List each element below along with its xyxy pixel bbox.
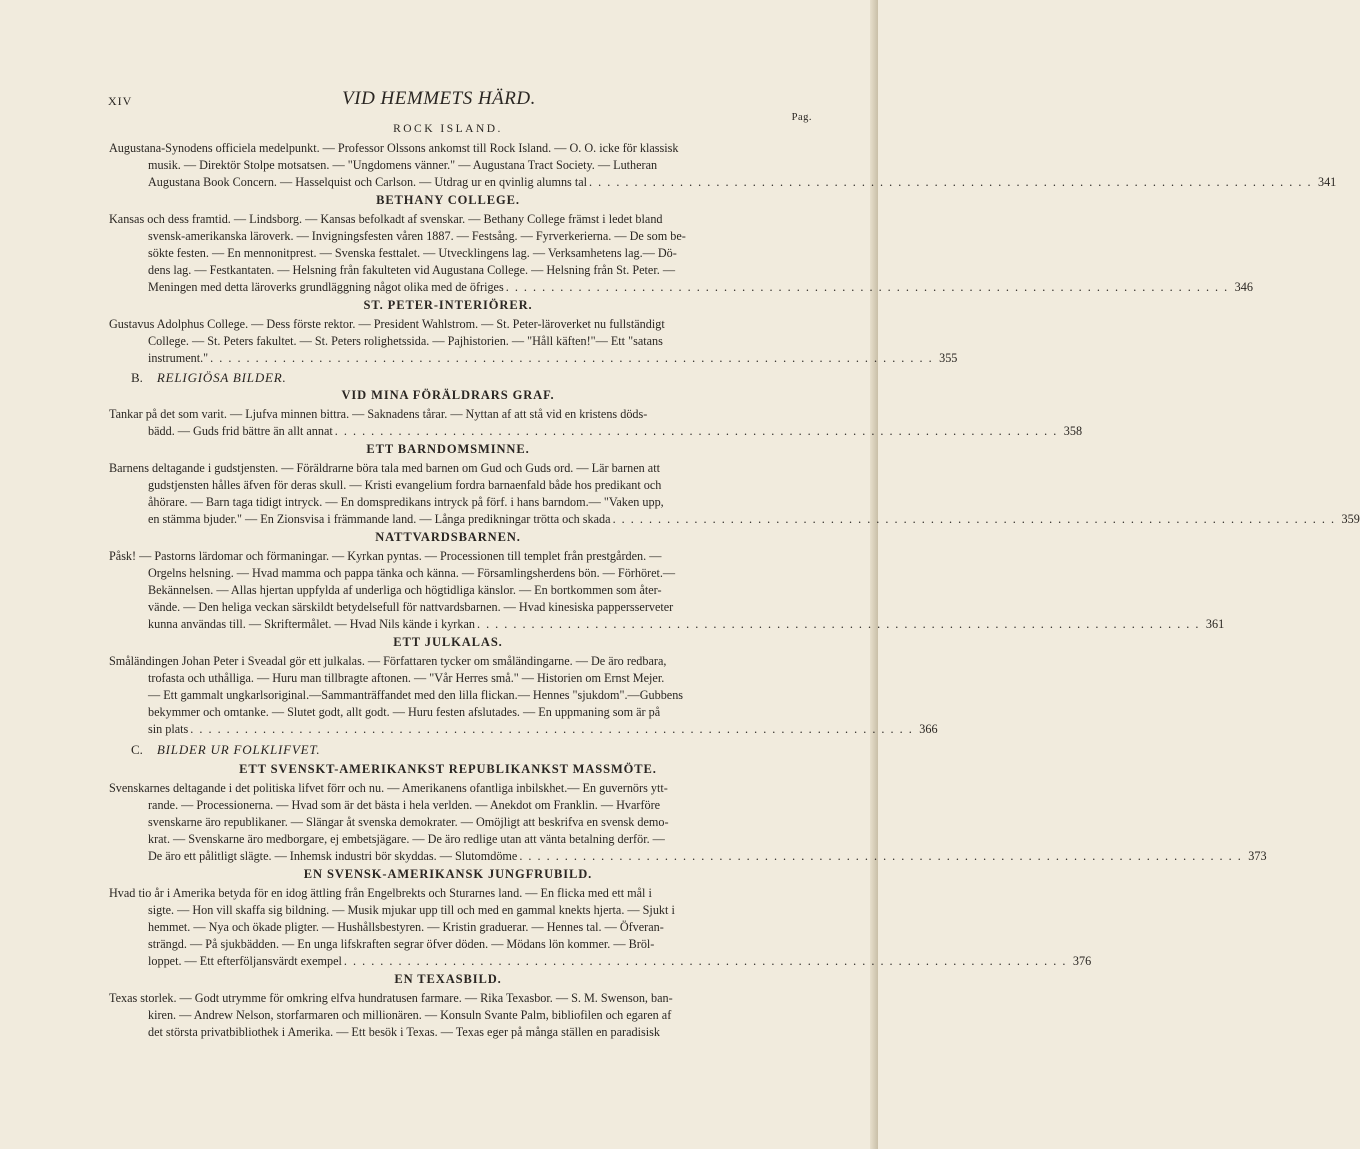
entry-line: Bekännelsen. — Allas hjertan uppfylda af underliga och högtidliga känslor. — En bortkommen som åter- [148,583,662,597]
entry-line: Kansas och dess framtid. — Lindsborg. — Kansas befolkadt af svenskar. — Bethany College främst i ledet bland [109,212,663,226]
entry-line: vände. — Den heliga veckan särskildt betydelsefull för nattvardsbarnen. — Hvad kinesiska pappersserveter [148,600,674,614]
section-entry [109,140,1337,191]
entry-line: Texas storlek. — Godt utrymme för omkring elfva hundratusen farmare. — Rika Texasbor. — S. M. Swenson, ban- [109,991,673,1005]
section-title: ETT JULKALAS. [393,635,503,649]
entry-line [109,848,1267,865]
entry-line-text: loppet. — Ett efterföljansvärdt exempel [148,954,342,968]
section-title: ROCK ISLAND. [393,123,503,135]
leader-dots: . . . . . . . . . . . . . . . . . . . . . . . . . . . . . . . . . . . . . . . . . . . . . . . . . . . . . . . . . . . . . . . . . . . . . . . . . . . . . . . . [210,351,934,365]
page-ref: 355 [939,351,958,365]
entry-line: Påsk! — Pastorns lärdomar och förmaningar. — Kyrkan pyntas. — Processionen till templet från prestgården. — [109,549,662,563]
entry-line-text: kunna användas till. — Skriftermålet. — Hvad Nils kände i kyrkan [148,617,475,631]
entry-line: svenskarne äro republikaner. — Slängar åt svenska demokrater. — Omöjligt att beskrifva en svensk demo- [148,815,669,829]
entry-line-text: instrument." [148,351,209,365]
entry-line-text: bädd. — Guds frid bättre än allt annat [148,424,333,438]
entry-line: Tankar på det som varit. — Ljufva minnen bittra. — Saknadens tårar. — Nyttan af att stå vid en kristens döds- [109,407,648,421]
entry-line: Orgelns helsning. — Hvad mamma och pappa tänka och känna. — Församlingsherdens bön. — Förhöret.— [148,566,676,580]
page-ref: 376 [1072,954,1092,968]
leader-dots: . . . . . . . . . . . . . . . . . . . . . . . . . . . . . . . . . . . . . . . . . . . . . . . . . . . . . . . . . . . . . . . . . . . . . . . . . . . . . . . . [519,849,1243,863]
part-title: RELIGIÖSA BILDER. [156,370,287,385]
entry-line [109,953,1092,970]
pag-label: Pag. [791,112,812,123]
section-entry [109,316,958,367]
section-title: NATTVARDSBARNEN. [375,530,521,544]
entry-line: — Ett gammalt ungkarlsoriginal.—Sammanträffandet med den lilla flickan.— Hennes "sjukdom".—Gubbens [148,688,684,702]
entry-line [109,511,1360,528]
entry-line: Hvad tio år i Amerika betyda för en idog ättling från Engelbrekts och Sturarnes land. — En flicka med ett mål i [109,886,652,900]
part-letter: C. [131,742,143,757]
section-title: ST. PETER-INTERIÖRER. [363,298,533,312]
leader-dots: . . . . . . . . . . . . . . . . . . . . . . . . . . . . . . . . . . . . . . . . . . . . . . . . . . . . . . . . . . . . . . . . . . . . . . . . . . . . . . . . [334,424,1058,438]
entry-line: åhörare. — Barn taga tidigt intryck. — En domspredikans intryck på förf. i hans barndom.— "Vaken upp, [148,495,664,509]
entry-line [109,423,1083,440]
entry-line: trofasta och uthålliga. — Huru man tillbragte aftonen. — "Vår Herres små." — Historien om Ernst Mejer. [148,671,665,685]
section-title: ETT SVENSKT-AMERIKANKST REPUBLIKANKST MASSMÖTE. [239,762,657,776]
entry-line: sökte festen. — En mennonitprest. — Svenska festtalet. — Utvecklingens lag. — Verksamhetens lag.— Dö- [148,246,677,260]
section-title: EN TEXASBILD. [394,972,502,986]
section-entry [109,548,1225,633]
entry-line: Gustavus Adolphus College. — Dess förste rektor. — President Wahlstrom. — St. Peter-läroverket nu fullständigt [109,317,665,331]
entry-line [109,174,1337,191]
page-ref: 373 [1248,849,1267,863]
part-heading [131,741,787,758]
page-ref: 359 [1341,512,1360,526]
entry-line: krat. — Svenskarne äro medborgare, ej embetsjägare. — De äro redlige utan att vänta betalning derför. — [148,832,665,846]
entry-line-text: en stämma bjuder." — En Zionsvisa i främmande land. — Långa predikningar trötta och skada [148,512,611,526]
entry-line: Barnens deltagande i gudstjensten. — Föräldrarne böra tala med barnen om Gud och Guds ord. — Lär barnen att [109,461,660,475]
entry-line: College. — St. Peters fakultet. — St. Peters rolighetssida. — Pajhistorien. — "Håll käften!"— Ett "satans [148,334,663,348]
entry-line: svensk-amerikanska läroverk. — Invigningsfesten våren 1887. — Festsång. — Fyrverkerierna. — De som be- [148,229,686,243]
running-title: VID HEMMETS HÄRD. [342,88,536,109]
page-edge [870,0,878,1149]
page-number: XIV [108,94,133,108]
entry-line: bekymmer och omtanke. — Slutet godt, allt godt. — Huru festen afslutades. — En uppmaning som är på [148,705,661,719]
leader-dots: . . . . . . . . . . . . . . . . . . . . . . . . . . . . . . . . . . . . . . . . . . . . . . . . . . . . . . . . . . . . . . . . . . . . . . . . . . . . . . . . [343,954,1067,968]
leader-dots: . . . . . . . . . . . . . . . . . . . . . . . . . . . . . . . . . . . . . . . . . . . . . . . . . . . . . . . . . . . . . . . . . . . . . . . . . . . . . . . . [612,512,1336,526]
page-ref: 366 [919,722,938,736]
entry-line: rande. — Processionerna. — Hvad som är det bästa i hela verlden. — Anekdot om Franklin. — Hvarföre [148,798,661,812]
section-title: BETHANY COLLEGE. [376,193,520,207]
section-entry [109,460,1360,528]
leader-dots: . . . . . . . . . . . . . . . . . . . . . . . . . . . . . . . . . . . . . . . . . . . . . . . . . . . . . . . . . . . . . . . . . . . . . . . . . . . . . . . . [505,280,1229,294]
section-entry [109,406,1083,440]
section-entry [109,780,1267,865]
page-ref: 358 [1063,424,1083,438]
entry-line-text: De äro ett pålitligt slägte. — Inhemsk industri bör skyddas. — Slutomdöme [148,849,518,863]
entry-line: gudstjensten hålles äfven för deras skull. — Kristi evangelium fordra barnaenfald både hos predikant och [148,478,662,492]
entry-line: musik. — Direktör Stolpe motsatsen. — "Ungdomens vänner." — Augustana Tract Society. — Lutheran [148,158,658,172]
section-title: EN SVENSK-AMERIKANSK JUNGFRUBILD. [303,867,593,881]
table-of-contents [109,120,1360,1041]
section-entry [109,885,1092,970]
entry-line [109,721,938,738]
section-title: VID MINA FÖRÄLDRARS GRAF. [341,388,555,402]
entry-line-text: sin plats [148,722,189,736]
entry-line [109,616,1225,633]
part-title: BILDER UR FOLKLIFVET. [156,742,321,757]
entry-line: Småländingen Johan Peter i Sveadal gör ett julkalas. — Författaren tycker om småländingarne. — De äro redbara, [109,654,667,668]
entry-line: Augustana-Synodens officiela medelpunkt. — Professor Olssons ankomst till Rock Island. — O. O. icke för klassisk [109,141,679,155]
entry-line: kiren. — Andrew Nelson, storfarmaren och millionären. — Konsuln Svante Palm, bibliofilen och egaren af [148,1008,672,1022]
leader-dots: . . . . . . . . . . . . . . . . . . . . . . . . . . . . . . . . . . . . . . . . . . . . . . . . . . . . . . . . . . . . . . . . . . . . . . . . . . . . . . . . [589,175,1312,189]
entry-line: Svenskarnes deltagande i det politiska lifvet förr och nu. — Amerikanens ofantliga inbilskhet.— En guvernörs ytt- [109,781,668,795]
section-title: ETT BARNDOMSMINNE. [366,442,530,456]
entry-line: sigte. — Hon vill skaffa sig bildning. — Musik mjukar upp till och med en gammal knekts hjerta. — Sjukt i [148,903,675,917]
page-ref: 346 [1234,280,1253,294]
entry-line: strängd. — På sjukbädden. — En unga lifskraften segrar öfver döden. — Mödans lön kommer. — Bröl- [148,937,655,951]
section-entry [109,653,938,738]
page-ref: 341 [1317,175,1337,189]
section-entry [109,990,787,1041]
page-ref: 361 [1205,617,1225,631]
entry-line [109,279,1253,296]
section-entry [109,211,1253,296]
entry-line-text: Augustana Book Concern. — Hasselquist och Carlson. — Utdrag ur en qvinlig alumns tal [148,175,588,189]
entry-line: hemmet. — Nya och ökade pligter. — Hushållsbestyren. — Kristin graduerar. — Hennes tal. — Öfveran- [148,920,664,934]
leader-dots: . . . . . . . . . . . . . . . . . . . . . . . . . . . . . . . . . . . . . . . . . . . . . . . . . . . . . . . . . . . . . . . . . . . . . . . . . . . . . . . . [476,617,1200,631]
entry-line: dens lag. — Festkantaten. — Helsning från fakulteten vid Augustana College. — Helsning från St. Peter. — [148,263,676,277]
part-letter: B. [131,370,143,385]
entry-line: det största privatbibliothek i Amerika. — Ett besök i Texas. — Texas eger på många ställen en paradisisk [148,1025,660,1039]
part-heading [131,369,787,386]
entry-line [109,350,958,367]
entry-line-text: Meningen med detta läroverks grundläggning något olika med de öfriges [148,280,504,294]
leader-dots: . . . . . . . . . . . . . . . . . . . . . . . . . . . . . . . . . . . . . . . . . . . . . . . . . . . . . . . . . . . . . . . . . . . . . . . . . . . . . . . . [190,722,914,736]
